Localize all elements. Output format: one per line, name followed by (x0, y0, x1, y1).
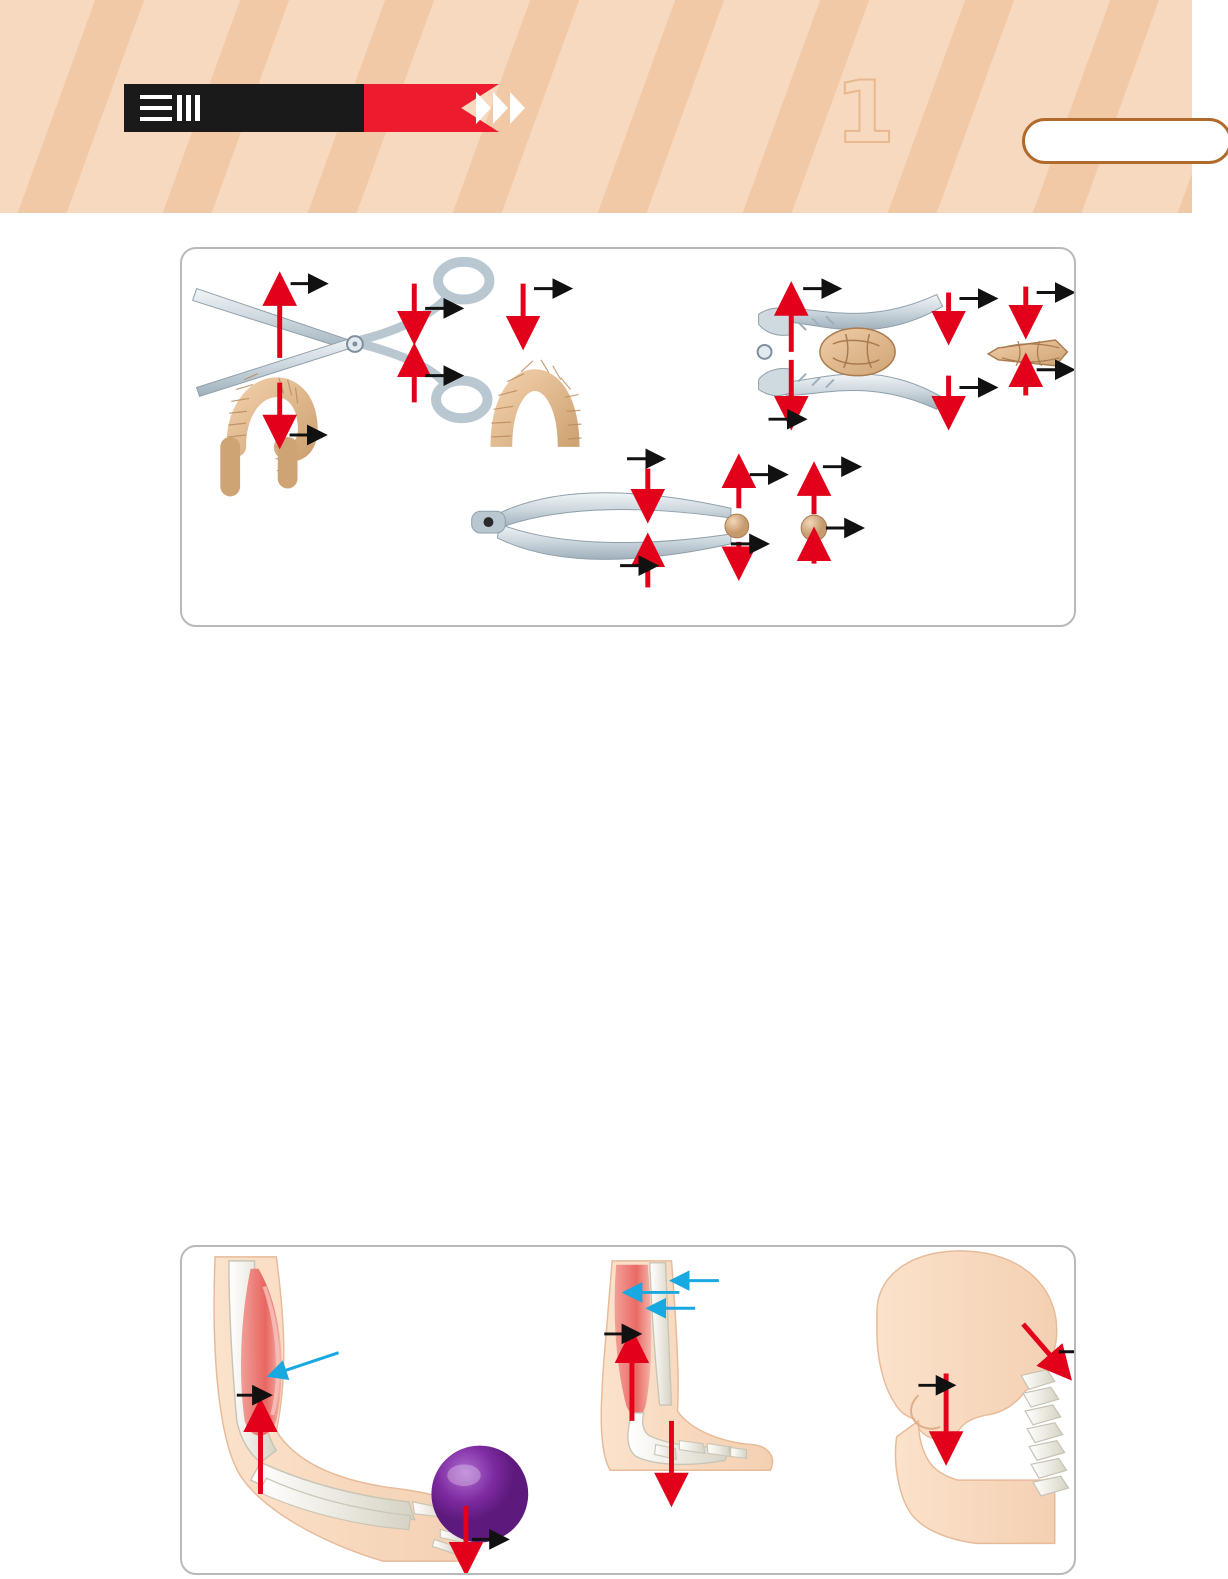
cut-tube-illustration (491, 284, 581, 447)
purple-exercise-ball (431, 1446, 528, 1543)
muscle-pointer-arrow (276, 1353, 338, 1374)
elbow-flexion-illustration (214, 1257, 528, 1561)
lever-tools-figure (180, 247, 1076, 627)
nutcracker-illustration (758, 287, 1068, 420)
body-levers-figure (180, 1245, 1076, 1575)
tweezers-illustration (472, 459, 855, 588)
chapter-tag (124, 84, 496, 132)
menu-bars-icon (140, 95, 220, 121)
small-ball-illustration (801, 515, 827, 541)
chapter-number: 1 (835, 63, 895, 163)
double-chevron-right-icon (476, 92, 536, 124)
ankle-plantarflexion-illustration (601, 1261, 772, 1490)
chapter-tag-black-block (124, 84, 364, 132)
cracked-nut-illustration (988, 340, 1067, 366)
scissors-illustration (193, 262, 490, 487)
header-divider (0, 213, 1192, 216)
header-chevron-stripe (642, 0, 824, 215)
head-neck-extension-illustration (877, 1251, 1074, 1544)
header-chevron-stripe (932, 0, 1114, 215)
header-pill (1022, 118, 1228, 164)
